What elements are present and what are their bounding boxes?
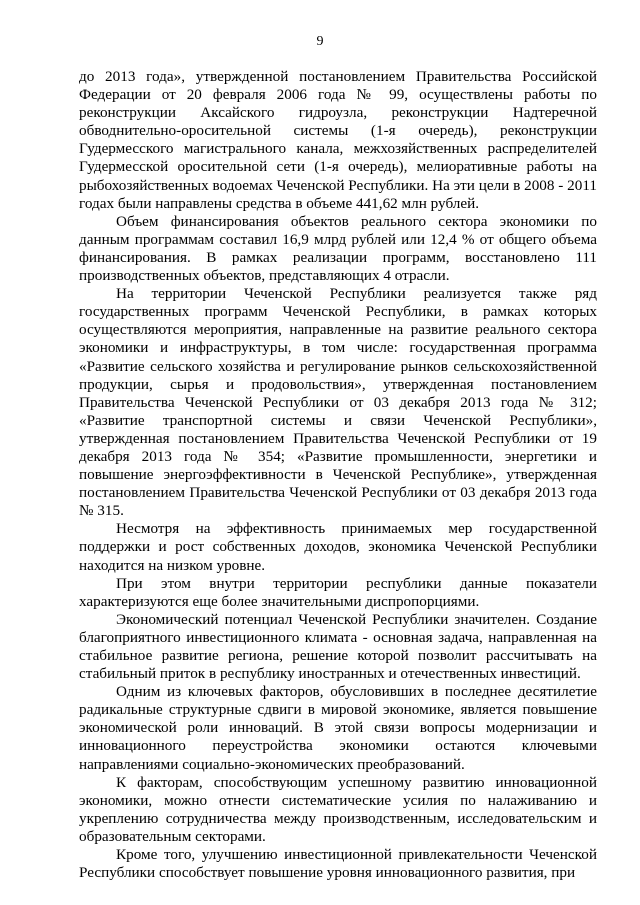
paragraph-disproportions: При этом внутри территории республики данные показатели характеризуются еще более значительными диспропорциями. bbox=[79, 574, 597, 610]
paragraph-state-programs: На территории Чеченской Республики реализуется также ряд государственных программ Чеченской Республики, в рамках которых осуществляются мероприятия, направленные на развитие реального сектора экономики и инфраструктуры, в том числе: государственная программа «Развитие сельского хозяйства и регулирование рынков сельскохозяйственной продукции, сырья и продовольствия», утвержденная постановлением Правительства Чеченской Республики от 03 декабря 2013 года № 312; «Развитие транспортной системы и связи Чеченской Республики», утвержденная постановлением Правительства Чеченской Республики от 19 декабря 2013 года № 354; «Развитие промышленности, энергетики и повышение энергоэффективности в Чеченской Республике», утвержденная постановлением Правительства Чеченской Республики от 03 декабря 2013 года № 315. bbox=[79, 285, 597, 520]
paragraph-investment-attractiveness: Кроме того, улучшению инвестиционной привлекательности Чеченской Республики способствует повышение уровня инновационного развития, при bbox=[79, 846, 597, 882]
paragraph-innovation-factors: К факторам, способствующим успешному развитию инновационной экономики, можно отнести систематические усилия по налаживанию и укреплению сотрудничества между производственным, исследовательским и образовательным секторами. bbox=[79, 773, 597, 845]
paragraph-economy-level: Несмотря на эффективность принимаемых мер государственной поддержки и рост собственных доходов, экономика Чеченской Республики находится на низком уровне. bbox=[79, 520, 597, 574]
paragraph-innovation-role: Одним из ключевых факторов, обусловивших в последнее десятилетие радикальные структурные сдвиги в мировой экономике, является повышение экономической роли инноваций. В этой связи вопросы модернизации и инновационного переустройства экономики остаются ключевыми направлениями социально-экономических преобразований. bbox=[79, 683, 597, 773]
document-body bbox=[79, 68, 597, 882]
paragraph-financing: Объем финансирования объектов реального сектора экономики по данным программам составил 16,9 млрд рублей или 12,4 % от общего объема финансирования. В рамках реализации программ, восстановлено 111 производственных объектов, представляющих 4 отрасли. bbox=[79, 212, 597, 285]
paragraph-continued: до 2013 года», утвержденной постановлением Правительства Российской Федерации от 20 февраля 2006 года № 99, осуществлены работы по реконструкции Аксайского гидроузла, реконструкции Надтеречной обводнительно-оросительной системы (1-я очередь), реконструкции Гудермесского магистрального канала, межхозяйственных распределителей Гудермесской оросительной сети (1-я очередь), мелиоративные работы на рыбохозяйственных водоемах Чеченской Республики. На эти цели в 2008 - 2011 годах были направлены средства в объеме 441,62 млн рублей. bbox=[79, 68, 597, 212]
page-number: 9 bbox=[316, 34, 324, 49]
paragraph-economic-potential: Экономический потенциал Чеченской Республики значителен. Создание благоприятного инвестиционного климата - основная задача, направленная на стабильное развитие региона, решение которой позволит рассчитывать на стабильный приток в республику иностранных и отечественных инвестиций. bbox=[79, 610, 597, 683]
